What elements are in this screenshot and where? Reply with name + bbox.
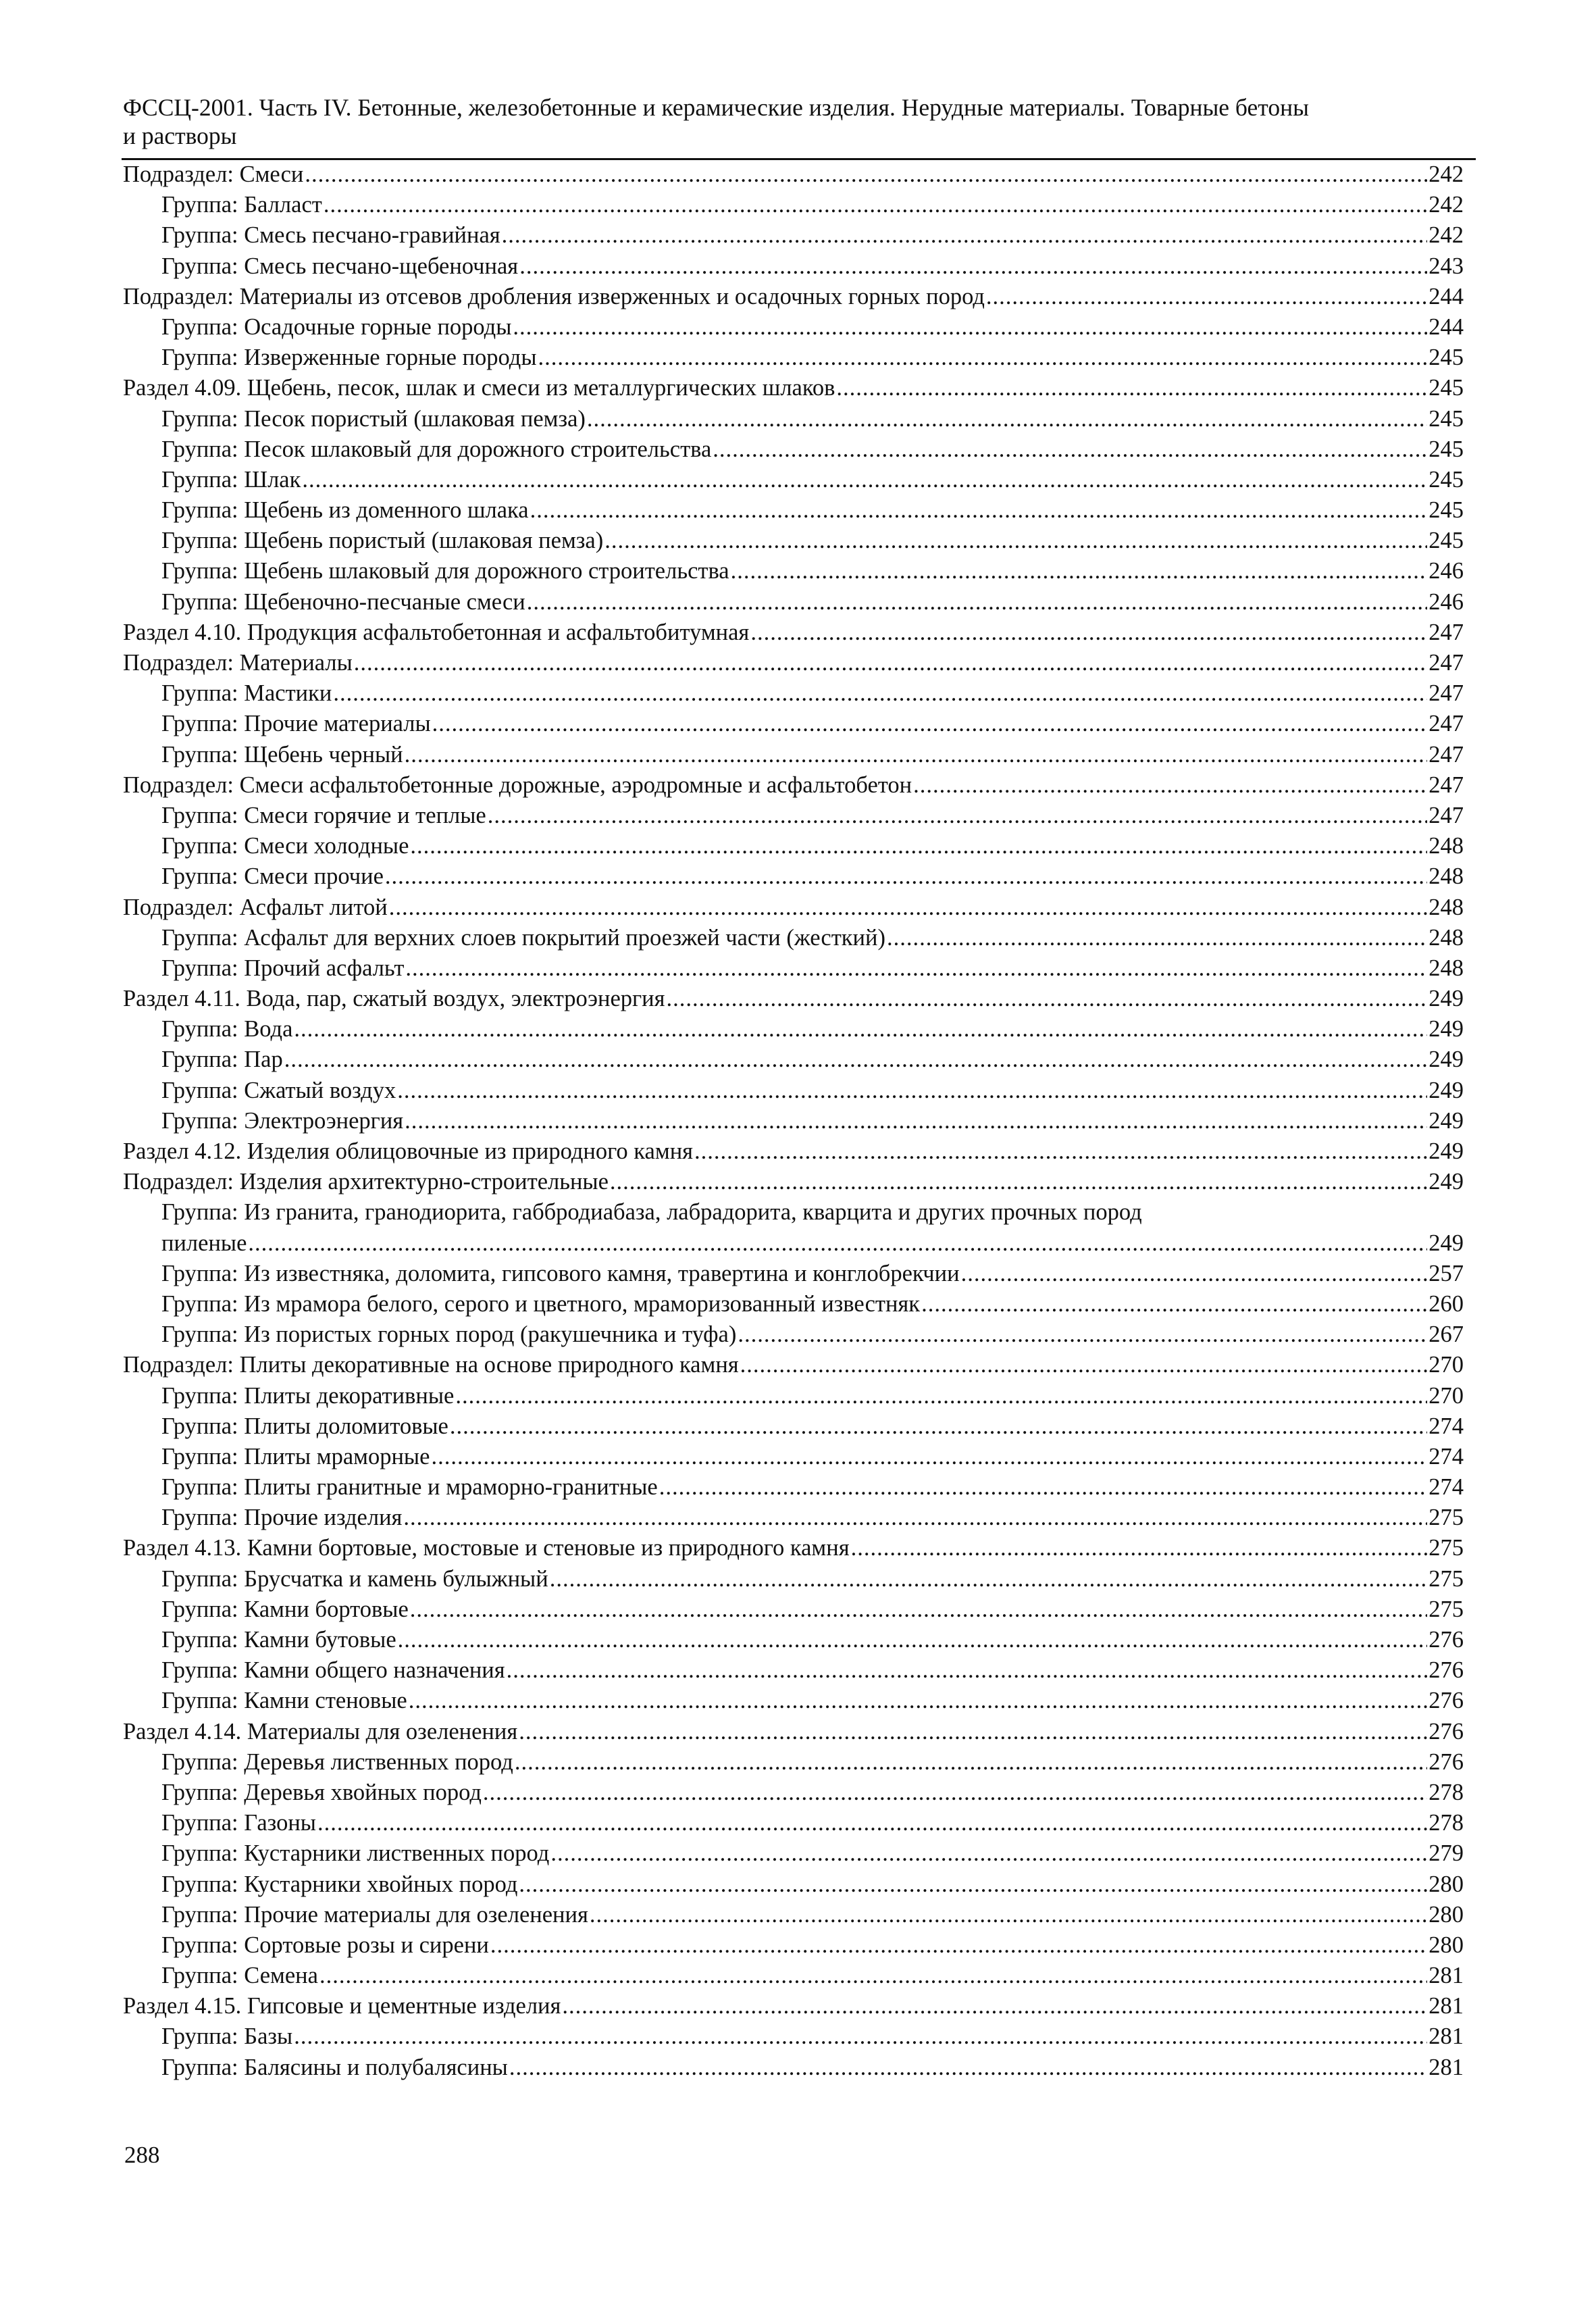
dot-leader — [519, 251, 1427, 282]
dot-leader — [519, 1717, 1427, 1747]
toc-entry-page: 247 — [1428, 619, 1464, 645]
toc-entry-page: 247 — [1428, 711, 1464, 737]
toc-entry-page: 245 — [1428, 345, 1464, 371]
dot-leader — [432, 709, 1428, 739]
toc-entry-label: Группа: Базы — [161, 2023, 293, 2050]
dot-leader — [519, 1869, 1427, 1900]
toc-entry-section — [123, 373, 1464, 403]
dot-leader — [450, 1411, 1427, 1442]
toc-entry-page: 281 — [1428, 1963, 1464, 1989]
toc-entry-group — [123, 1076, 1464, 1106]
toc-entry-page: 270 — [1428, 1382, 1464, 1409]
toc-entry-label: Группа: Плиты декоративные — [161, 1382, 455, 1409]
toc-entry-page: 249 — [1428, 1016, 1464, 1042]
dot-leader — [319, 1961, 1427, 1991]
dot-leader — [921, 1289, 1427, 1319]
dot-leader — [410, 831, 1427, 861]
dot-leader — [405, 740, 1428, 770]
toc-entry-group — [123, 556, 1464, 586]
toc-entry-group — [123, 861, 1464, 892]
toc-entry-page: 247 — [1428, 680, 1464, 707]
dot-leader — [659, 1472, 1428, 1503]
toc-entry-page: 257 — [1428, 1260, 1464, 1286]
toc-entry-sub — [123, 159, 1464, 190]
dot-leader — [913, 770, 1427, 801]
toc-entry-label: Группа: Деревья хвойных пород — [161, 1779, 482, 1805]
toc-entry-label: Группа: Смесь песчано-щебеночная — [161, 253, 519, 279]
toc-entry-page: 274 — [1428, 1443, 1464, 1469]
dot-leader — [294, 2021, 1427, 2052]
toc-entry-group — [123, 343, 1464, 373]
toc-entry-page: 245 — [1428, 375, 1464, 401]
toc-entry-label: Группа: Прочие материалы — [161, 711, 431, 737]
toc-entry-group — [123, 1808, 1464, 1838]
toc-entry-label: Группа: Песок пористый (шлаковая пемза) — [161, 405, 586, 432]
dot-leader — [694, 1136, 1427, 1167]
toc-entry-group — [123, 1655, 1464, 1686]
toc-entry-group — [123, 1289, 1464, 1319]
toc-entry-page: 248 — [1428, 833, 1464, 859]
toc-entry-label: Группа: Прочие изделия — [161, 1505, 403, 1531]
toc-entry-page: 278 — [1428, 1810, 1464, 1836]
toc-entry-page: 280 — [1428, 1901, 1464, 1928]
toc-entry-group — [123, 1503, 1464, 1533]
dot-leader — [851, 1533, 1428, 1563]
toc-entry-page: 245 — [1428, 466, 1464, 493]
toc-entry-group — [123, 1014, 1464, 1045]
toc-entry-page: 249 — [1428, 1138, 1464, 1164]
toc-entry-label: Группа: Из гранита, гранодиорита, габбродиабаза, лабрадорита, кварцита и других прочных пород — [161, 1199, 1142, 1226]
toc-entry-group — [123, 1838, 1464, 1869]
dot-leader — [324, 190, 1427, 220]
toc-entry-page: 244 — [1428, 283, 1464, 309]
dot-leader — [713, 434, 1427, 465]
toc-entry-page: 249 — [1428, 986, 1464, 1012]
dot-leader — [527, 587, 1427, 618]
toc-entry-group — [123, 1778, 1464, 1808]
toc-entry-page: 276 — [1428, 1749, 1464, 1775]
toc-entry-group — [123, 1747, 1464, 1778]
toc-entry-group — [123, 740, 1464, 770]
toc-entry-group — [123, 2021, 1464, 2052]
toc-entry-label: Раздел 4.11. Вода, пар, сжатый воздух, электроэнергия — [123, 986, 665, 1012]
toc-entry-label: Группа: Электроэнергия — [161, 1107, 404, 1134]
dot-leader — [587, 404, 1427, 434]
toc-entry-page: 245 — [1428, 528, 1464, 554]
toc-entry-page: 281 — [1428, 1993, 1464, 2019]
toc-entry-label: Раздел 4.14. Материалы для озеленения — [123, 1718, 518, 1744]
toc-entry-label: Группа: Плиты мраморные — [161, 1443, 430, 1469]
toc-entry-group — [123, 1472, 1464, 1503]
toc-entry-group — [123, 1106, 1464, 1136]
dot-leader — [455, 1381, 1427, 1411]
toc-entry-group — [123, 434, 1464, 465]
toc-entry-group — [123, 1930, 1464, 1961]
toc-entry-label: Подраздел: Материалы — [123, 650, 353, 676]
toc-entry-page: 248 — [1428, 955, 1464, 981]
toc-entry-group — [123, 1381, 1464, 1411]
toc-entry-page: 247 — [1428, 650, 1464, 676]
dot-leader — [403, 1503, 1427, 1533]
table-of-contents — [123, 159, 1464, 2083]
toc-entry-group — [123, 1869, 1464, 1900]
toc-entry-page: 246 — [1428, 558, 1464, 584]
toc-entry-page: 245 — [1428, 436, 1464, 462]
toc-entry-section — [123, 1991, 1464, 2021]
dot-leader — [333, 678, 1427, 709]
toc-entry-group — [123, 1411, 1464, 1442]
toc-entry-group — [123, 587, 1464, 618]
dot-leader — [550, 1838, 1427, 1869]
toc-entry-page: 280 — [1428, 1932, 1464, 1958]
dot-leader — [836, 373, 1427, 403]
toc-entry-label: Группа: Щебень из доменного шлака — [161, 497, 529, 524]
dot-leader — [302, 465, 1427, 495]
toc-entry-sub — [123, 648, 1464, 678]
toc-entry-group — [123, 465, 1464, 495]
toc-entry-label: Подраздел: Плиты декоративные на основе природного камня — [123, 1352, 739, 1378]
toc-entry-continuation — [161, 1228, 1464, 1259]
toc-entry-page: 247 — [1428, 741, 1464, 768]
dot-leader — [507, 1655, 1428, 1686]
toc-entry-label: Группа: Мастики — [161, 680, 332, 707]
toc-entry-group — [123, 404, 1464, 434]
dot-leader — [550, 1564, 1428, 1594]
dot-leader — [431, 1442, 1427, 1472]
toc-entry-label: Раздел 4.12. Изделия облицовочные из природного камня — [123, 1138, 694, 1164]
toc-entry-label: Группа: Брусчатка и камень булыжный — [161, 1565, 548, 1592]
toc-entry-page: 249 — [1428, 1047, 1464, 1073]
dot-leader — [986, 282, 1427, 312]
dot-leader — [887, 923, 1427, 953]
toc-entry-sub — [123, 770, 1464, 801]
dot-leader — [590, 1900, 1427, 1930]
dot-leader — [405, 953, 1427, 984]
toc-entry-page: 249 — [1428, 1169, 1464, 1195]
toc-entry-page: 267 — [1428, 1322, 1464, 1348]
toc-entry-label: Раздел 4.15. Гипсовые и цементные изделия — [123, 1993, 561, 2019]
dot-leader — [667, 984, 1428, 1014]
toc-entry-label: Раздел 4.09. Щебень, песок, шлак и смеси из металлургических шлаков — [123, 375, 835, 401]
toc-entry-label: Группа: Изверженные горные породы — [161, 345, 537, 371]
toc-entry-page: 249 — [1428, 1077, 1464, 1103]
toc-entry-page: 248 — [1428, 924, 1464, 951]
toc-entry-label: Группа: Из мрамора белого, серого и цветного, мраморизованный известняк — [161, 1290, 921, 1317]
toc-entry-section — [123, 984, 1464, 1014]
toc-entry-label: Группа: Пар — [161, 1047, 283, 1073]
header-line-2: и растворы — [123, 122, 237, 149]
toc-entry-label: Группа: Газоны — [161, 1810, 316, 1836]
toc-entry-label: Группа: Песок шлаковый для дорожного строительства — [161, 436, 712, 462]
toc-entry-label: Группа: Асфальт для верхних слоев покрытий проезжей части (жесткий) — [161, 924, 885, 951]
toc-entry-label: Подраздел: Смеси асфальтобетонные дорожные, аэродромные и асфальтобетон — [123, 772, 912, 798]
dot-leader — [410, 1594, 1427, 1625]
toc-entry-group — [123, 1594, 1464, 1625]
header-line-1: ФССЦ-2001. Часть IV. Бетонные, железобетонные и керамические изделия. Нерудные материалы. Товарные бетоны — [123, 94, 1309, 121]
toc-entry-section — [123, 1136, 1464, 1167]
toc-entry-group — [123, 1686, 1464, 1716]
dot-leader — [738, 1319, 1427, 1350]
dot-leader — [610, 1167, 1427, 1197]
dot-leader — [750, 618, 1427, 648]
toc-entry-group — [123, 678, 1464, 709]
toc-entry-group — [123, 801, 1464, 831]
toc-entry-section — [123, 1717, 1464, 1747]
toc-entry-page: 246 — [1428, 588, 1464, 615]
toc-entry-section — [123, 1533, 1464, 1563]
toc-entry-page: 247 — [1428, 802, 1464, 828]
toc-entry-page: 275 — [1428, 1565, 1464, 1592]
toc-entry-page: 279 — [1428, 1840, 1464, 1867]
toc-entry-label: Подраздел: Смеси — [123, 161, 304, 187]
toc-entry-group — [123, 251, 1464, 282]
dot-leader — [398, 1625, 1428, 1655]
toc-entry-label: Группа: Прочие материалы для озеленения — [161, 1901, 588, 1928]
toc-entry-sub — [123, 1350, 1464, 1380]
toc-entry-sub — [123, 282, 1464, 312]
toc-entry-group — [123, 709, 1464, 739]
dot-leader — [317, 1808, 1427, 1838]
toc-entry-label: Группа: Щебень черный — [161, 741, 403, 768]
toc-entry-group — [123, 1319, 1464, 1350]
toc-entry-page: 242 — [1428, 161, 1464, 187]
toc-entry-page: 278 — [1428, 1779, 1464, 1805]
toc-entry-group — [123, 831, 1464, 861]
toc-entry-label: Группа: Камни общего назначения — [161, 1657, 505, 1684]
toc-entry-page: 276 — [1428, 1688, 1464, 1714]
toc-entry-page: 248 — [1428, 863, 1464, 890]
toc-entry-group — [123, 220, 1464, 251]
dot-leader — [604, 526, 1427, 556]
toc-entry-label: Группа: Смеси холодные — [161, 833, 409, 859]
toc-entry-group — [123, 953, 1464, 984]
toc-entry-label: Подраздел: Материалы из отсевов дробления изверженных и осадочных горных пород — [123, 283, 985, 309]
toc-entry-page: 242 — [1428, 222, 1464, 249]
toc-entry-label: Группа: Плиты гранитные и мраморно-гранитные — [161, 1474, 658, 1501]
dot-leader — [483, 1778, 1427, 1808]
toc-entry-label: Группа: Щебень шлаковый для дорожного строительства — [161, 558, 729, 584]
toc-entry-page: 242 — [1428, 192, 1464, 218]
toc-entry-page: 245 — [1428, 497, 1464, 524]
toc-entry-label: Группа: Камни стеновые — [161, 1688, 407, 1714]
toc-entry-label: Группа: Семена — [161, 1963, 318, 1989]
dot-leader — [248, 1228, 1427, 1259]
dot-leader — [513, 312, 1427, 343]
toc-entry-label: Группа: Сортовые розы и сирени — [161, 1932, 489, 1958]
dot-leader — [538, 343, 1428, 373]
dot-leader — [530, 495, 1428, 526]
dot-leader — [294, 1014, 1427, 1045]
dot-leader — [562, 1991, 1427, 2021]
dot-leader — [397, 1076, 1427, 1106]
dot-leader — [405, 1106, 1427, 1136]
toc-entry-label: Группа: Камни бутовые — [161, 1627, 396, 1653]
toc-entry-page: 249 — [1428, 1107, 1464, 1134]
toc-entry-page: 243 — [1428, 253, 1464, 279]
dot-leader — [488, 801, 1428, 831]
toc-entry-sub — [123, 1167, 1464, 1197]
toc-entry-page: 276 — [1428, 1718, 1464, 1744]
toc-entry-group — [123, 1197, 1464, 1258]
toc-entry-group — [123, 1045, 1464, 1075]
toc-entry-page: 244 — [1428, 313, 1464, 340]
toc-entry-label: Раздел 4.13. Камни бортовые, мостовые и стеновые из природного камня — [123, 1535, 850, 1561]
toc-entry-page: 260 — [1428, 1290, 1464, 1317]
toc-entry-group — [123, 312, 1464, 343]
toc-entry-label: Группа: Балясины и полубалясины — [161, 2054, 508, 2080]
toc-entry-label: Группа: Щебеночно-песчаные смеси — [161, 588, 525, 615]
toc-entry-page: 275 — [1428, 1505, 1464, 1531]
toc-entry-page: 275 — [1428, 1535, 1464, 1561]
toc-entry-page: 249 — [1428, 1230, 1464, 1256]
dot-leader — [385, 861, 1427, 892]
toc-entry-section — [123, 618, 1464, 648]
dot-leader — [354, 648, 1427, 678]
toc-entry-group — [123, 1259, 1464, 1289]
toc-entry-group — [123, 190, 1464, 220]
toc-entry-label: Группа: Кустарники хвойных пород — [161, 1871, 518, 1897]
dot-leader — [509, 2053, 1427, 2083]
toc-entry-page: 276 — [1428, 1657, 1464, 1684]
toc-entry-group — [123, 1442, 1464, 1472]
toc-entry-page: 274 — [1428, 1413, 1464, 1439]
toc-entry-label: Группа: Кустарники лиственных пород — [161, 1840, 550, 1867]
toc-entry-label: Группа: Смесь песчано-гравийная — [161, 222, 500, 249]
toc-entry-group — [123, 923, 1464, 953]
toc-entry-page: 270 — [1428, 1352, 1464, 1378]
toc-entry-label: Группа: Сжатый воздух — [161, 1077, 396, 1103]
toc-entry-label: Группа: Смеси горячие и теплые — [161, 802, 486, 828]
dot-leader — [409, 1686, 1428, 1716]
dot-leader — [389, 892, 1428, 923]
dot-leader — [961, 1259, 1428, 1289]
dot-leader — [490, 1930, 1427, 1961]
toc-entry-group — [123, 495, 1464, 526]
toc-entry-label: Группа: Шлак — [161, 466, 301, 493]
toc-entry-label: Группа: Осадочные горные породы — [161, 313, 512, 340]
toc-entry-group — [123, 2053, 1464, 2083]
toc-entry-page: 276 — [1428, 1627, 1464, 1653]
toc-entry-page: 281 — [1428, 2023, 1464, 2050]
toc-entry-label: Группа: Камни бортовые — [161, 1596, 409, 1622]
toc-entry-page: 275 — [1428, 1596, 1464, 1622]
toc-entry-page: 281 — [1428, 2054, 1464, 2080]
toc-entry-label: Раздел 4.10. Продукция асфальтобетонная и асфальтобитумная — [123, 619, 750, 645]
toc-entry-label: Группа: Смеси прочие — [161, 863, 384, 890]
dot-leader — [731, 556, 1428, 586]
dot-leader — [305, 159, 1427, 190]
toc-entry-sub — [123, 892, 1464, 923]
toc-entry-label: Группа: Балласт — [161, 192, 322, 218]
dot-leader — [740, 1350, 1428, 1380]
toc-entry-page: 245 — [1428, 405, 1464, 432]
toc-entry-group — [123, 1900, 1464, 1930]
toc-entry-label: Группа: Деревья лиственных пород — [161, 1749, 513, 1775]
toc-entry-group — [123, 526, 1464, 556]
toc-entry-page: 247 — [1428, 772, 1464, 798]
page-header — [123, 93, 1474, 150]
toc-entry-page: 280 — [1428, 1871, 1464, 1897]
toc-entry-label: Подраздел: Изделия архитектурно-строительные — [123, 1169, 609, 1195]
dot-leader — [502, 220, 1428, 251]
toc-entry-label: Группа: Прочий асфальт — [161, 955, 405, 981]
toc-entry-label: Группа: Щебень пористый (шлаковая пемза) — [161, 528, 604, 554]
toc-entry-page: 248 — [1428, 894, 1464, 920]
page-number: 288 — [124, 2142, 160, 2168]
toc-entry-label-continued: пиленые — [161, 1230, 247, 1256]
toc-entry-group — [123, 1961, 1464, 1991]
toc-entry-label: Группа: Вода — [161, 1016, 293, 1042]
toc-entry-label: Группа: Из известняка, доломита, гипсового камня, травертина и конглобрекчии — [161, 1260, 960, 1286]
toc-entry-label: Группа: Из пористых горных пород (ракушечника и туфа) — [161, 1322, 737, 1348]
toc-entry-page: 274 — [1428, 1474, 1464, 1501]
dot-leader — [515, 1747, 1427, 1778]
toc-entry-group — [123, 1625, 1464, 1655]
toc-entry-label: Подраздел: Асфальт литой — [123, 894, 388, 920]
dot-leader — [284, 1045, 1428, 1075]
toc-entry-label: Группа: Плиты доломитовые — [161, 1413, 448, 1439]
toc-entry-group — [123, 1564, 1464, 1594]
